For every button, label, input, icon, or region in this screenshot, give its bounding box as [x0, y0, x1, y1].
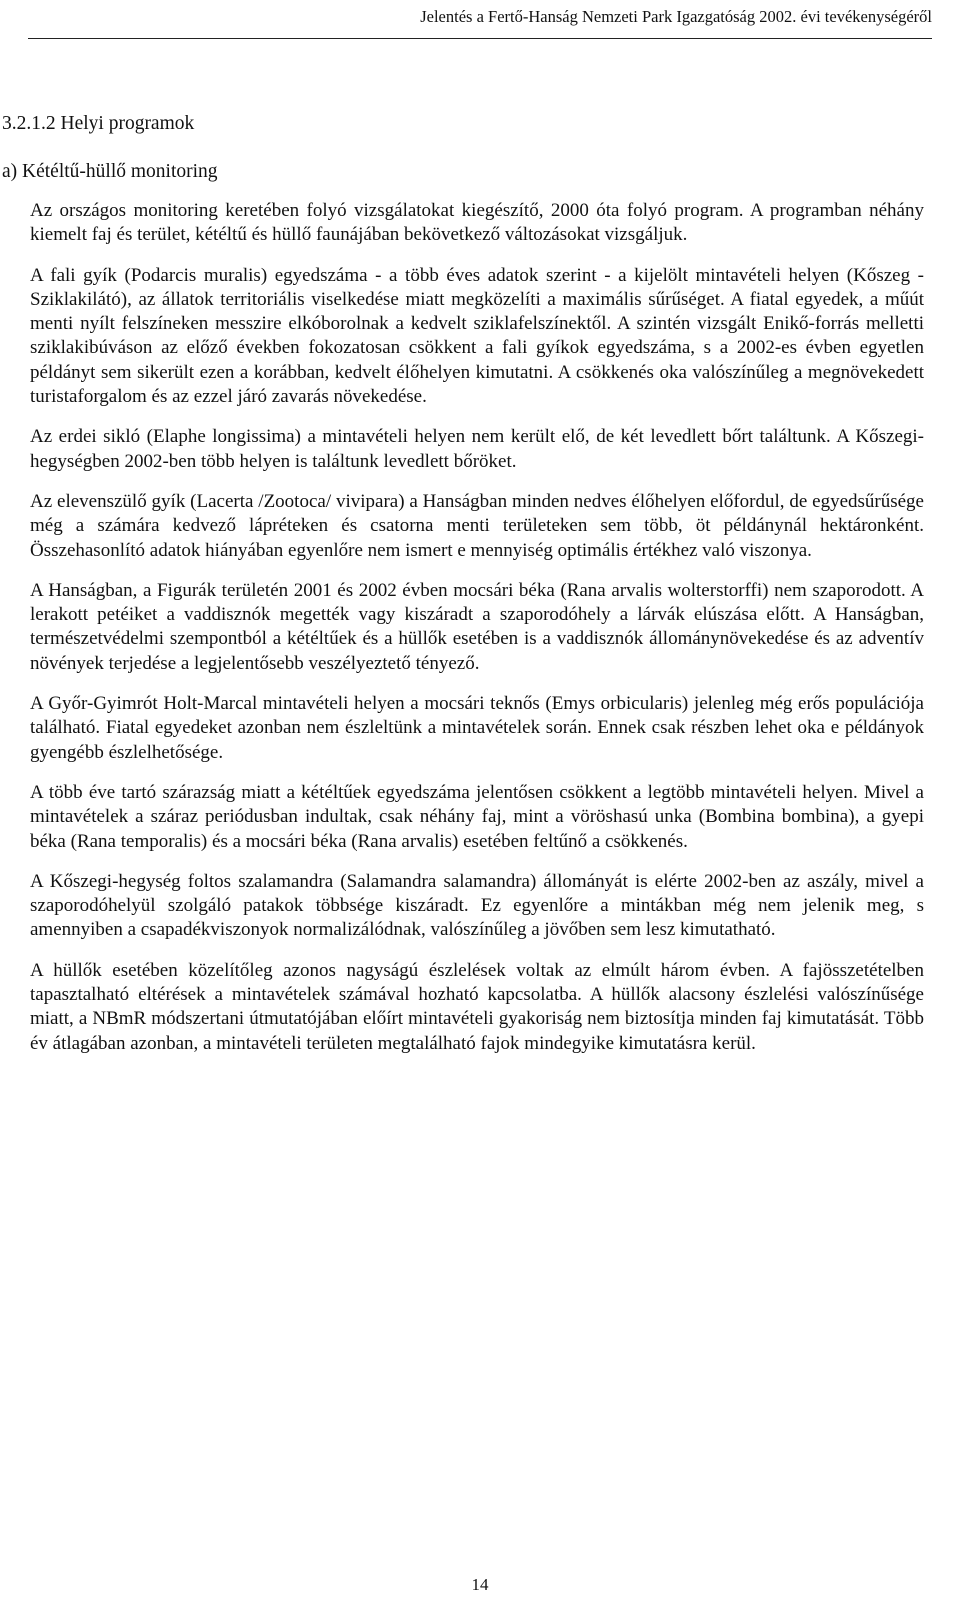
running-header: Jelentés a Fertő-Hanság Nemzeti Park Igazgatóság 2002. évi tevékenységéről [420, 7, 932, 26]
paragraph-mocsari-beka: A Hanságban, a Figurák területén 2001 és 2002 évben mocsári béka (Rana arvalis wolterstorffi) nem szaporodott. A lerakott petéiket a vaddisznók megették vagy kiszáradt a szaporodóhely a lárvák elúszása előtt. A Hanságban, természetvédelmi szempontból a kétéltűek és a hüllők esetében is a vaddisznók állománynövekedése és az adventív növények terjedése a legjelentősebb veszélyeztető tényező. [30, 579, 924, 674]
body-text [30, 199, 924, 1072]
subsection-heading: a) Kétéltű-hüllő monitoring [2, 161, 218, 182]
page-number: 14 [471, 1575, 489, 1594]
paragraph-elevenszulo-gyik: Az elevenszülő gyík (Lacerta /Zootoca/ vivipara) a Hanságban minden nedves élőhelyen előfordul, de egyedsűrűsége még a számára kedvező lápréteken és csatorna menti területeken sem több, öt példánynál hektáronként. Összehasonlító adatok hiányában egyenlőre nem ismert e mennyiség optimális értékhez való viszonya. [30, 490, 924, 561]
paragraph-szarazsag: A több éve tartó szárazság miatt a kétéltűek egyedszáma jelentősen csökkent a legtöbb mintavételi helyen. Mivel a mintavételek a száraz periódusban indultak, csak néhány faj, mint a vöröshasú unka (Bombina bombina), a gyepi béka (Rana temporalis) és a mocsári béka (Rana arvalis) esetében feltűnő a csökkenés. [30, 781, 924, 852]
paragraph-mocsari-teknos: A Győr-Gyimrót Holt-Marcal mintavételi helyen a mocsári teknős (Emys orbicularis) jelenleg még erős populációja található. Fiatal egyedeket azonban nem észleltünk a mintavételek során. Ennek csak részben lehet oka e példányok gyengébb észlelhetősége. [30, 693, 924, 763]
header-rule [28, 38, 932, 39]
section-heading: 3.2.1.2 Helyi programok [2, 113, 195, 134]
paragraph-fali-gyik: A fali gyík (Podarcis muralis) egyedszáma - a több éves adatok szerint - a kijelölt mintavételi helyen (Kőszeg - Sziklakilátó), az állatok territoriális viselkedése miatt megközelíti a maximális sűrűséget. A fiatal egyedek, a műút menti nyílt felszíneken messzire elkóborolnak a kedvelt sziklafelszínektől. A szintén vizsgált Enikő-forrás melletti sziklakibúváson az előző években fokozatosan csökkent a fali gyíkok egyedszáma, s a 2002-es évben egyetlen példányt sem sikerült ezen a korábban, kedvelt élőhelyen kimutatni. A csökkenés oka valószínűleg a megnövekedett turistaforgalom és az ezzel járó zavarás növekedése. [30, 264, 924, 408]
paragraph-szalamandra: A Kőszegi-hegység foltos szalamandra (Salamandra salamandra) állományát is elérte 2002-ben az aszály, mivel a szaporodóhelyül szolgáló patakok többsége kiszáradt. Ez egyenlőre a mintákban még nem jelenik meg, s amennyiben a csapadékviszonyok normalizálódnak, valószínűleg a jövőben sem lesz kimutatható. [30, 870, 924, 941]
paragraph-hullok: A hüllők esetében közelítőleg azonos nagyságú észlelések voltak az elmúlt három évben. A fajösszetételben tapasztalható eltérések a mintavételek számával hozható kapcsolatba. A hüllők alacsony észlelési valószínűsége miatt, a NBmR módszertani útmutatójában előírt mintavételi gyakoriság nem biztosítja minden faj kimutatását. Több év átlagában azonban, a mintavételi területen megtalálható fajok mindegyike kimutatásra kerül. [30, 959, 924, 1054]
paragraph-intro: Az országos monitoring keretében folyó vizsgálatokat kiegészítő, 2000 óta folyó program. A programban néhány kiemelt faj és terület, kétéltű és hüllő faunájában bekövetkező változásokat vizsgáljuk. [30, 200, 924, 246]
paragraph-erdei-siklo: Az erdei sikló (Elaphe longissima) a mintavételi helyen nem került elő, de két levedlett bőrt találtunk. A Kőszegi-hegységben 2002-ben több helyen is találtunk levedlett bőröket. [30, 426, 924, 472]
